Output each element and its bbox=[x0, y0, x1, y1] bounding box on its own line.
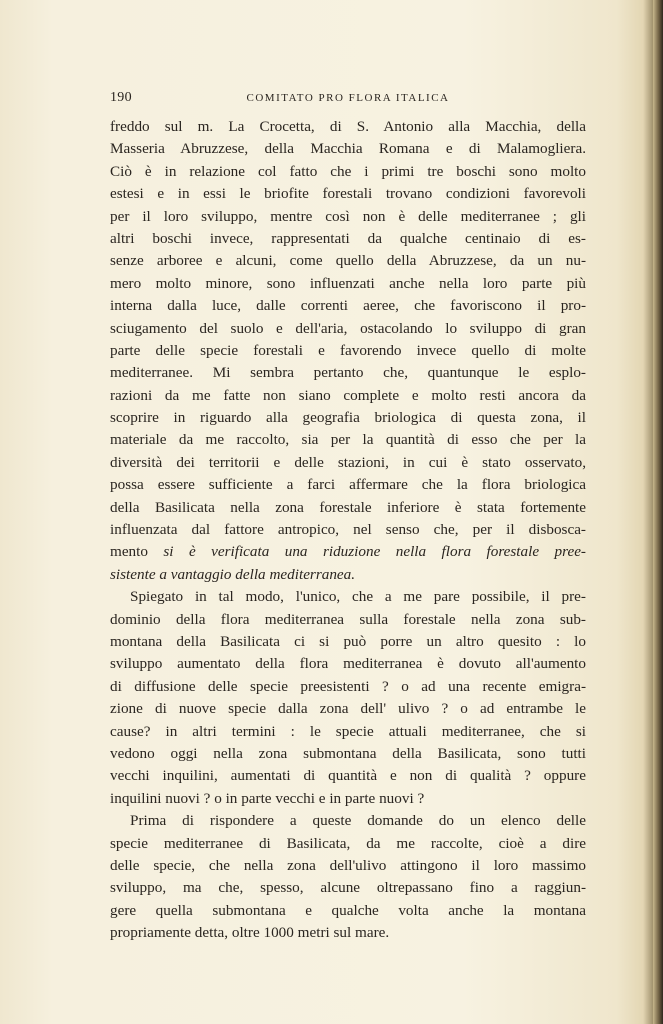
text-line: materiale da me raccolto, sia per la quantità di esso che per la bbox=[110, 431, 586, 449]
text-line: per il loro sviluppo, mentre così non è delle mediterranee ; gli bbox=[110, 207, 586, 225]
text-line: specie mediterranee di Basilicata, da me raccolte, cioè a dire bbox=[110, 834, 586, 852]
text-line: propriamente detta, oltre 1000 metri sul mare. bbox=[110, 924, 390, 942]
text-line: dominio della flora mediterranea sulla forestale nella zona sub- bbox=[110, 610, 586, 628]
page-edge-shadow bbox=[653, 0, 663, 1024]
text-line: montana della Basilicata ci si può porre un altro quesito : lo bbox=[110, 632, 586, 650]
text-line: di diffusione delle specie preesistenti ? o ad una recente emigra- bbox=[110, 677, 586, 695]
text-line: Ciò è in relazione col fatto che i primi tre boschi sono molto bbox=[110, 162, 586, 180]
text-line: delle specie, che nella zona dell'ulivo attingono il loro massimo bbox=[110, 856, 586, 874]
text-line: influenzata dal fattore antropico, nel senso che, per il disbosca- bbox=[110, 521, 586, 539]
text-line: zione di nuove specie dalla zona dell' ulivo ? o ad entrambe le bbox=[110, 700, 586, 718]
text-line: gere quella submontana e qualche volta anche la montana bbox=[110, 901, 586, 919]
text-line: estesi e in essi le briofite forestali trovano condizioni favorevoli bbox=[110, 185, 586, 203]
paragraph-start-line: Prima di rispondere a queste domande do un elenco delle bbox=[130, 812, 586, 830]
text-line: sciugamento del suolo e dell'aria, ostacolando lo sviluppo di gran bbox=[110, 319, 586, 337]
text-line: possa essere sufficiente a farci affermare che la flora briologica bbox=[110, 476, 586, 494]
body-text bbox=[110, 116, 586, 944]
text-line: mero molto minore, sono influenzati anche nella loro parte più bbox=[110, 274, 586, 292]
text-line: freddo sul m. La Crocetta, di S. Antonio alla Macchia, della bbox=[110, 118, 586, 135]
paragraph-start-line: Spiegato in tal modo, l'unico, che a me pare possibile, il pre- bbox=[130, 588, 586, 606]
text-line: della Basilicata nella zona forestale inferiore è stata fortemente bbox=[110, 498, 586, 516]
text-line: vedono oggi nella zona submontana della Basilicata, sono tutti bbox=[110, 744, 586, 762]
text-line: altri boschi invece, rappresentati da qualche centinaio di es- bbox=[110, 229, 586, 247]
italic-text: si è verificata una riduzione nella flora forestale pree- bbox=[163, 543, 586, 561]
page-number: 190 bbox=[110, 90, 132, 105]
italic-line: sistente a vantaggio della mediterranea. bbox=[110, 565, 356, 583]
text-line: parte delle specie forestali e favorendo invece quello di molte bbox=[110, 341, 586, 359]
text-line: vecchi inquilini, aumentati di quantità e non di qualità ? oppure bbox=[110, 767, 586, 785]
running-head: COMITATO PRO FLORA ITALICA bbox=[246, 92, 450, 104]
text-line-mixed bbox=[110, 541, 586, 563]
text-line: diversità dei territorii e delle stazioni, in cui è stato osservato, bbox=[110, 453, 586, 471]
text-line: mediterranee. Mi sembra pertanto che, quantunque le esplo- bbox=[110, 364, 586, 382]
text-line: scoprire in riguardo alla geografia briologica di questa zona, il bbox=[110, 409, 586, 427]
plain-text: mento bbox=[110, 543, 164, 561]
text-line: inquilini nuovi ? o in parte vecchi e in parte nuovi ? bbox=[110, 789, 425, 807]
text-line: Masseria Abruzzese, della Macchia Romana e di Malamogliera. bbox=[110, 140, 586, 158]
text-line: sviluppo aumentato della flora mediterranea è dovuto all'aumento bbox=[110, 655, 586, 673]
text-line: senze arboree e alcuni, come quello della Abruzzese, da un nu- bbox=[110, 252, 586, 270]
text-line: cause? in altri termini : le specie attuali mediterranee, che si bbox=[110, 722, 586, 740]
page-header bbox=[110, 90, 586, 108]
text-line: interna dalla luce, dalle correnti aeree, che favoriscono il pro- bbox=[110, 297, 586, 315]
text-line: sviluppo, ma che, spesso, alcune oltrepassano fino a raggiun- bbox=[110, 879, 586, 897]
text-line: razioni da me fatte non siano complete e molto resti ancora da bbox=[110, 386, 586, 404]
